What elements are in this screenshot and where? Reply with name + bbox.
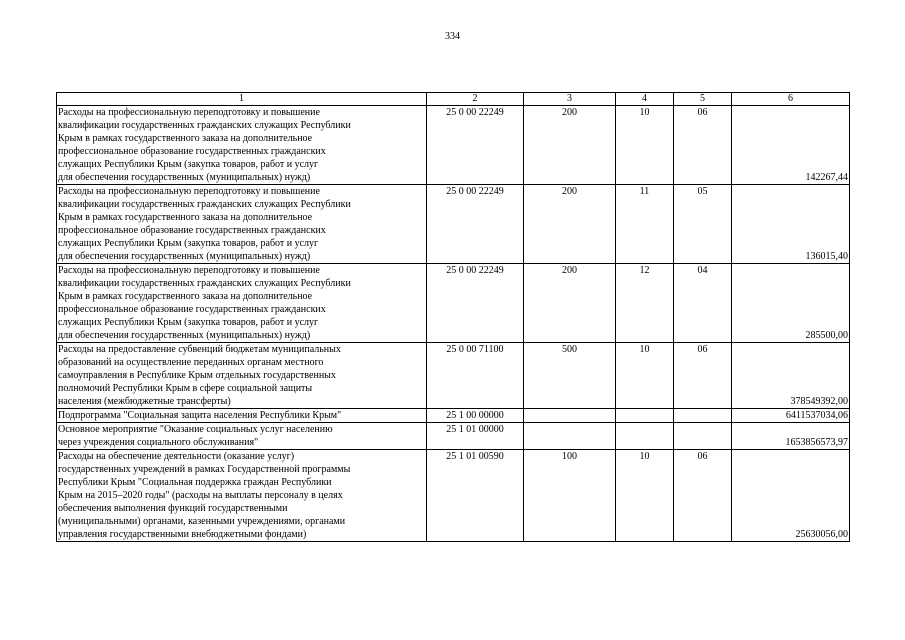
table-row — [57, 450, 850, 542]
row-rz-cell: 12 — [616, 264, 674, 343]
row-code-cell: 25 0 00 22249 — [427, 106, 524, 185]
header-cell: 6 — [732, 93, 850, 106]
row-amount-cell: 6411537034,06 — [732, 409, 850, 423]
row-pr-cell: 06 — [674, 450, 732, 542]
row-pr-cell: 05 — [674, 185, 732, 264]
row-name-cell: Основное мероприятие "Оказание социальных услуг населению через учреждения социального обслуживания" — [57, 423, 427, 450]
header-cell: 3 — [524, 93, 616, 106]
header-cell: 4 — [616, 93, 674, 106]
table-row — [57, 264, 850, 343]
table-row — [57, 409, 850, 423]
table-row — [57, 423, 850, 450]
header-cell: 2 — [427, 93, 524, 106]
row-vr-cell: 500 — [524, 343, 616, 409]
row-pr-cell — [674, 409, 732, 423]
row-code-cell: 25 1 00 00000 — [427, 409, 524, 423]
header-cell: 1 — [57, 93, 427, 106]
row-name-cell: Расходы на профессиональную переподготовку и повышение квалификации государственных гражданских служащих Республики Крым в рамках государственного заказа на дополнительное профессиональное образование государственных гражданских служащих Республики Крым (закупка товаров, работ и услуг для обеспечения государственных (муниципальных) нужд) — [57, 185, 427, 264]
row-rz-cell — [616, 409, 674, 423]
row-code-cell: 25 1 01 00000 — [427, 423, 524, 450]
row-code-cell: 25 0 00 22249 — [427, 264, 524, 343]
row-pr-cell: 04 — [674, 264, 732, 343]
row-name-cell: Подпрограмма "Социальная защита населения Республики Крым" — [57, 409, 427, 423]
row-vr-cell: 100 — [524, 450, 616, 542]
table-header-row — [57, 93, 850, 106]
row-name-cell: Расходы на профессиональную переподготовку и повышение квалификации государственных гражданских служащих Республики Крым в рамках государственного заказа на дополнительное профессиональное образование государственных гражданских служащих Республики Крым (закупка товаров, работ и услуг для обеспечения государственных (муниципальных) нужд) — [57, 106, 427, 185]
row-vr-cell: 200 — [524, 185, 616, 264]
row-rz-cell: 10 — [616, 343, 674, 409]
row-amount-cell: 285500,00 — [732, 264, 850, 343]
row-vr-cell — [524, 423, 616, 450]
row-name-cell: Расходы на обеспечение деятельности (оказание услуг) государственных учреждений в рамках Государственной программы Республики Крым "Социальная поддержка граждан Республики Крым на 2015–2020 годы" (расходы на выплаты персоналу в целях обеспечения выполнения функций государственными (муниципальными) органами, казенными учреждениями, органами управления государственными внебюджетными фондами) — [57, 450, 427, 542]
row-amount-cell: 25630056,00 — [732, 450, 850, 542]
row-pr-cell — [674, 423, 732, 450]
row-rz-cell: 10 — [616, 106, 674, 185]
row-name-cell: Расходы на профессиональную переподготовку и повышение квалификации государственных гражданских служащих Республики Крым в рамках государственного заказа на дополнительное профессиональное образование государственных гражданских служащих Республики Крым (закупка товаров, работ и услуг для обеспечения государственных (муниципальных) нужд) — [57, 264, 427, 343]
row-rz-cell: 11 — [616, 185, 674, 264]
row-vr-cell — [524, 409, 616, 423]
row-vr-cell: 200 — [524, 264, 616, 343]
row-amount-cell: 1653856573,97 — [732, 423, 850, 450]
table-row — [57, 185, 850, 264]
row-name-cell: Расходы на предоставление субвенций бюджетам муниципальных образований на осуществление переданных органам местного самоуправления в Республике Крым отдельных государственных полномочий Республики Крым в сфере социальной защиты населения (межбюджетные трансферты) — [57, 343, 427, 409]
row-amount-cell: 378549392,00 — [732, 343, 850, 409]
row-amount-cell: 136015,40 — [732, 185, 850, 264]
table-row — [57, 343, 850, 409]
row-pr-cell: 06 — [674, 106, 732, 185]
row-code-cell: 25 0 00 22249 — [427, 185, 524, 264]
row-amount-cell: 142267,44 — [732, 106, 850, 185]
row-rz-cell: 10 — [616, 450, 674, 542]
table-row — [57, 106, 850, 185]
row-code-cell: 25 0 00 71100 — [427, 343, 524, 409]
header-cell: 5 — [674, 93, 732, 106]
row-rz-cell — [616, 423, 674, 450]
page-number: 334 — [445, 31, 460, 42]
budget-table — [56, 92, 850, 542]
row-code-cell: 25 1 01 00590 — [427, 450, 524, 542]
row-pr-cell: 06 — [674, 343, 732, 409]
row-vr-cell: 200 — [524, 106, 616, 185]
